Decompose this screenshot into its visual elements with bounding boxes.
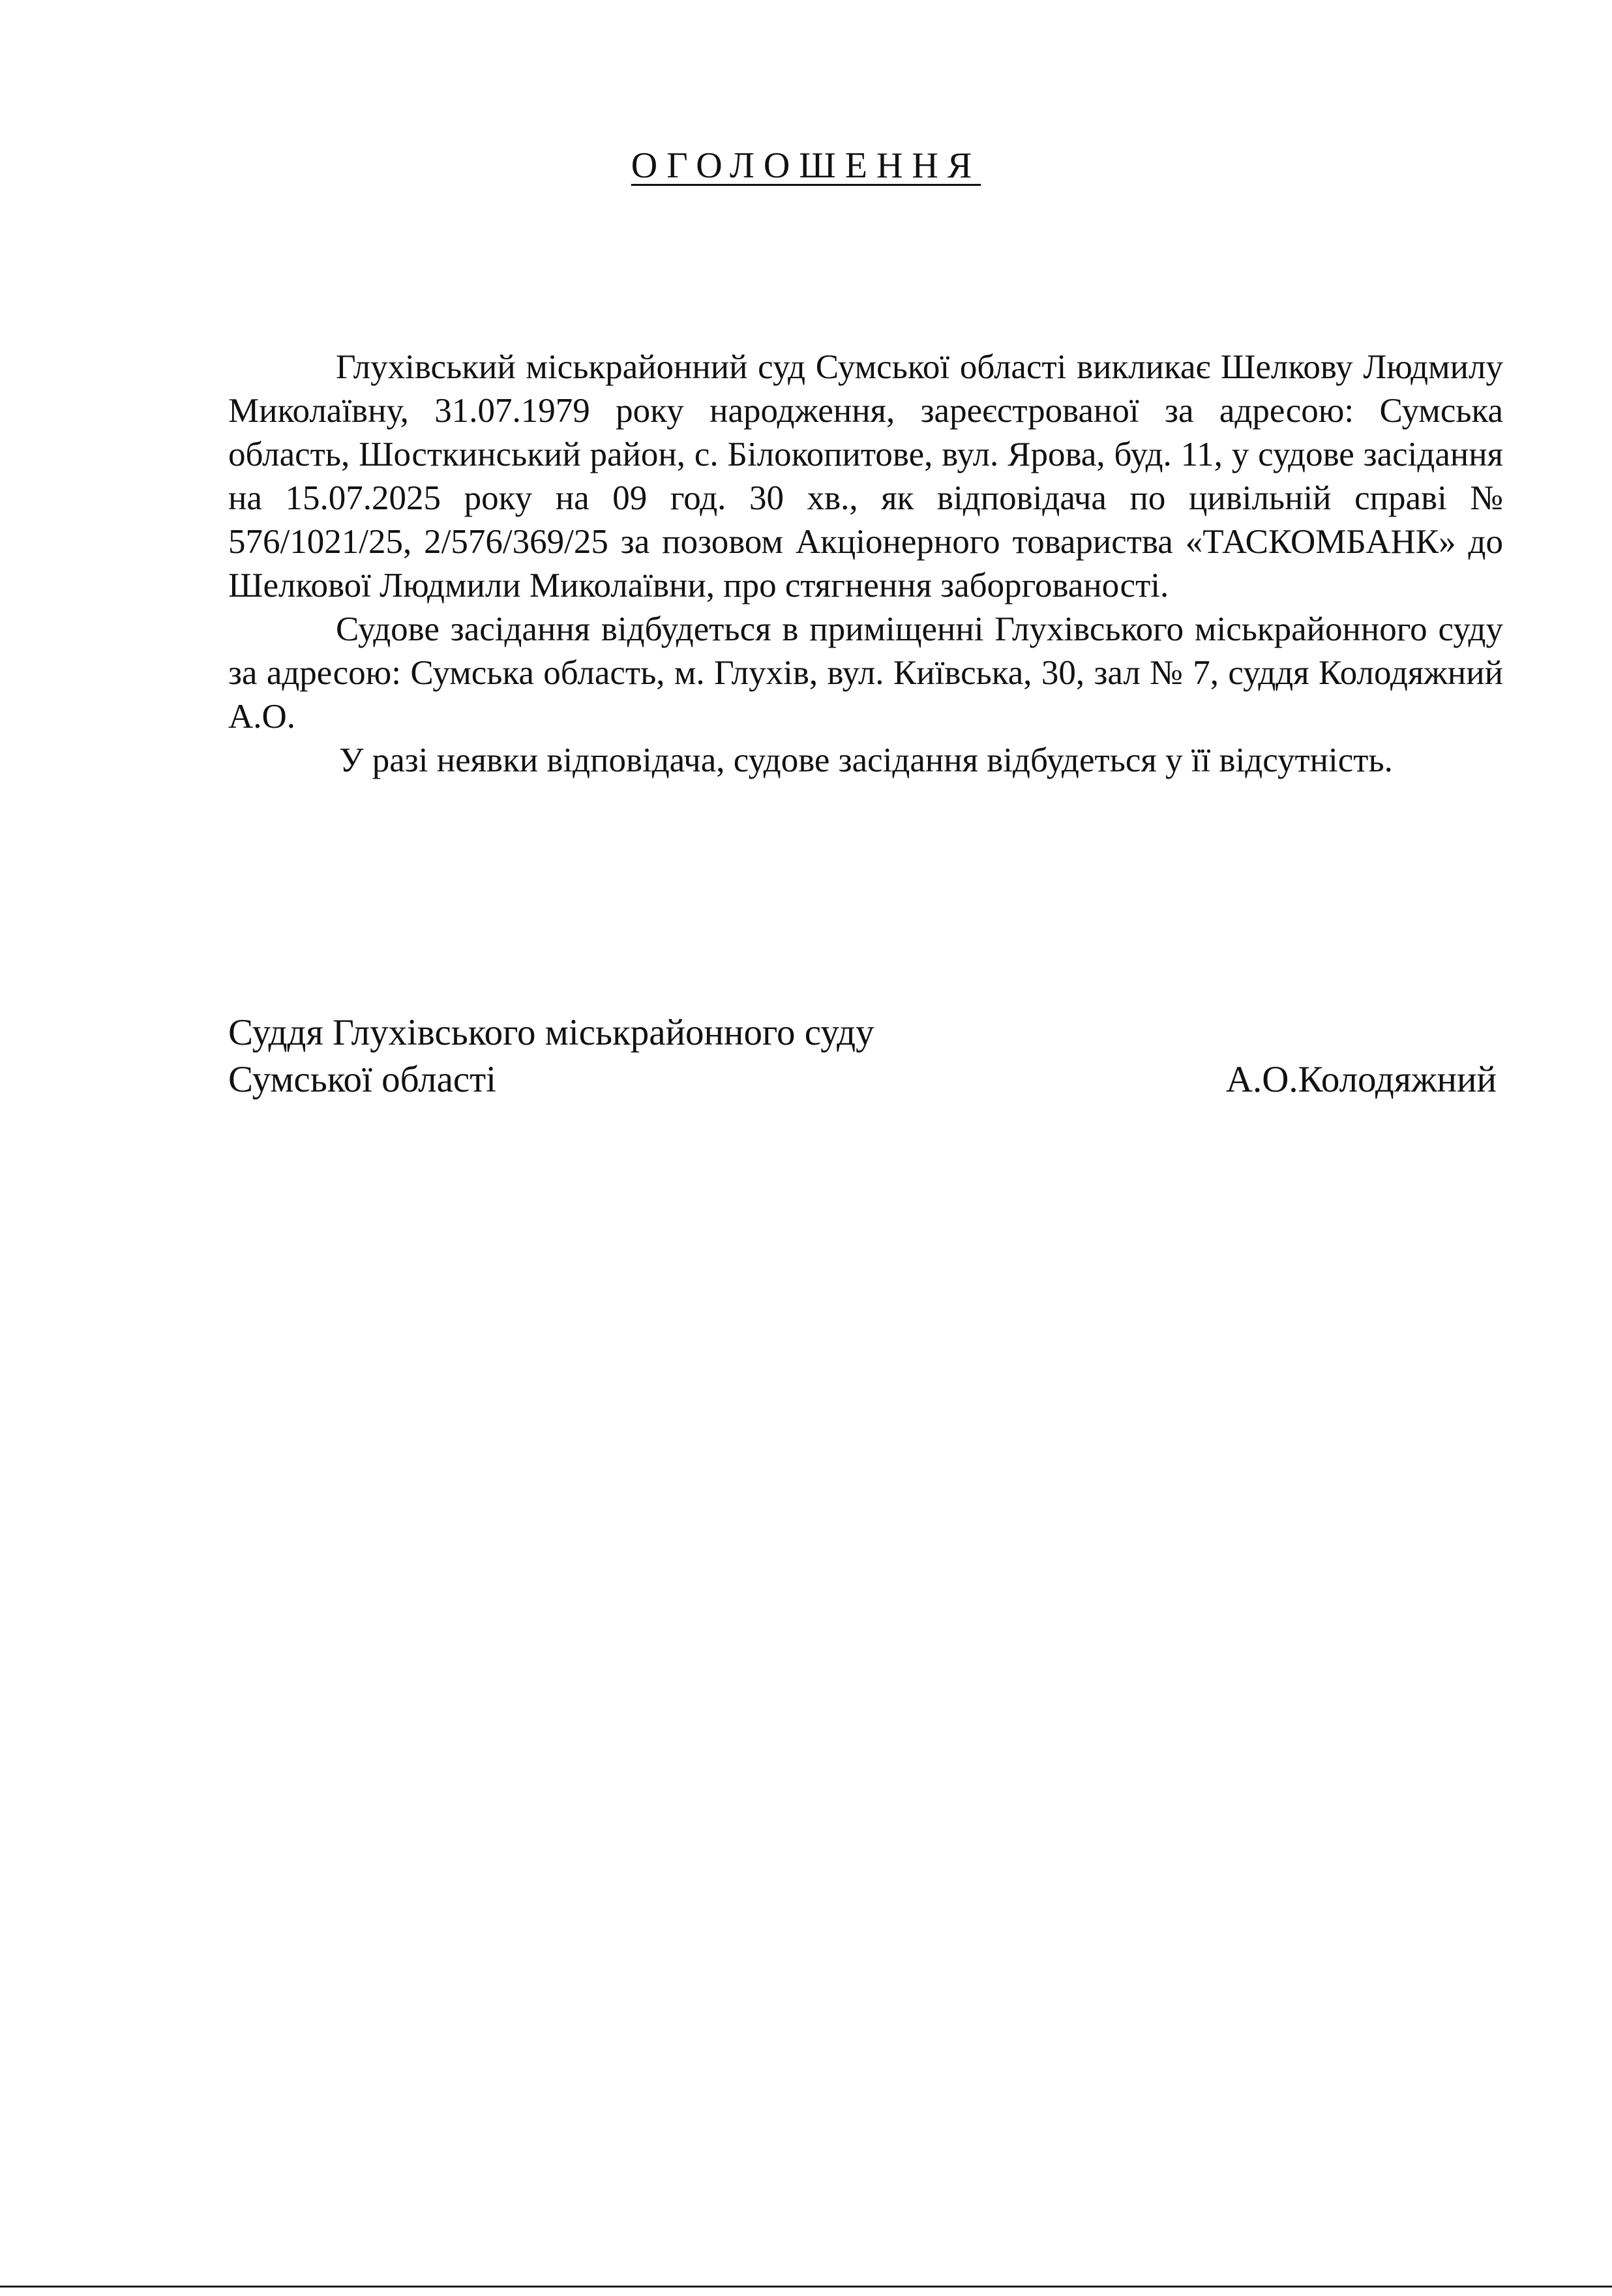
document-body (228, 346, 1503, 783)
document-title: ОГОЛОШЕННЯ (631, 145, 981, 186)
signature-name: А.О.Колодяжний (1225, 1059, 1497, 1100)
paragraph-location: Судове засідання відбудеться в приміщенні Глухівського міськрайонного суду за адресою: Сумська область, м. Глухів, вул. Київська, 30, зал № 7, суддя Колодяжний А.О. (228, 610, 1503, 736)
signature-position-line1: Суддя Глухівського міськрайонного суду (228, 1012, 874, 1053)
paragraph-absence: У разі неявки відповідача, судове засідання відбудеться у її відсутність. (339, 741, 1393, 779)
signature-position-line2: Сумської області (228, 1059, 496, 1100)
scan-edge-line (0, 2286, 1612, 2288)
signature-line2 (228, 1056, 1497, 1103)
paragraph-summons: Глухівський міськрайонний суд Сумської області викликає Шелкову Людмилу Миколаївну, 31.07.1979 року народження, зареєстрованої за адресою: Сумська область, Шосткинський район, с. Білокопитове, вул. Ярова, буд. 11, у судове засідання на 15.07.2025 року на 09 год. 30 хв., як відповідача по цивільній справі № 576/1021/25, 2/576/369/25 за позовом Акціонерного товариства «ТАСКОМБАНК» до Шелкової Людмили Миколаївни, про стягнення заборгованості. (228, 348, 1503, 604)
signature-block (228, 1009, 1497, 1103)
